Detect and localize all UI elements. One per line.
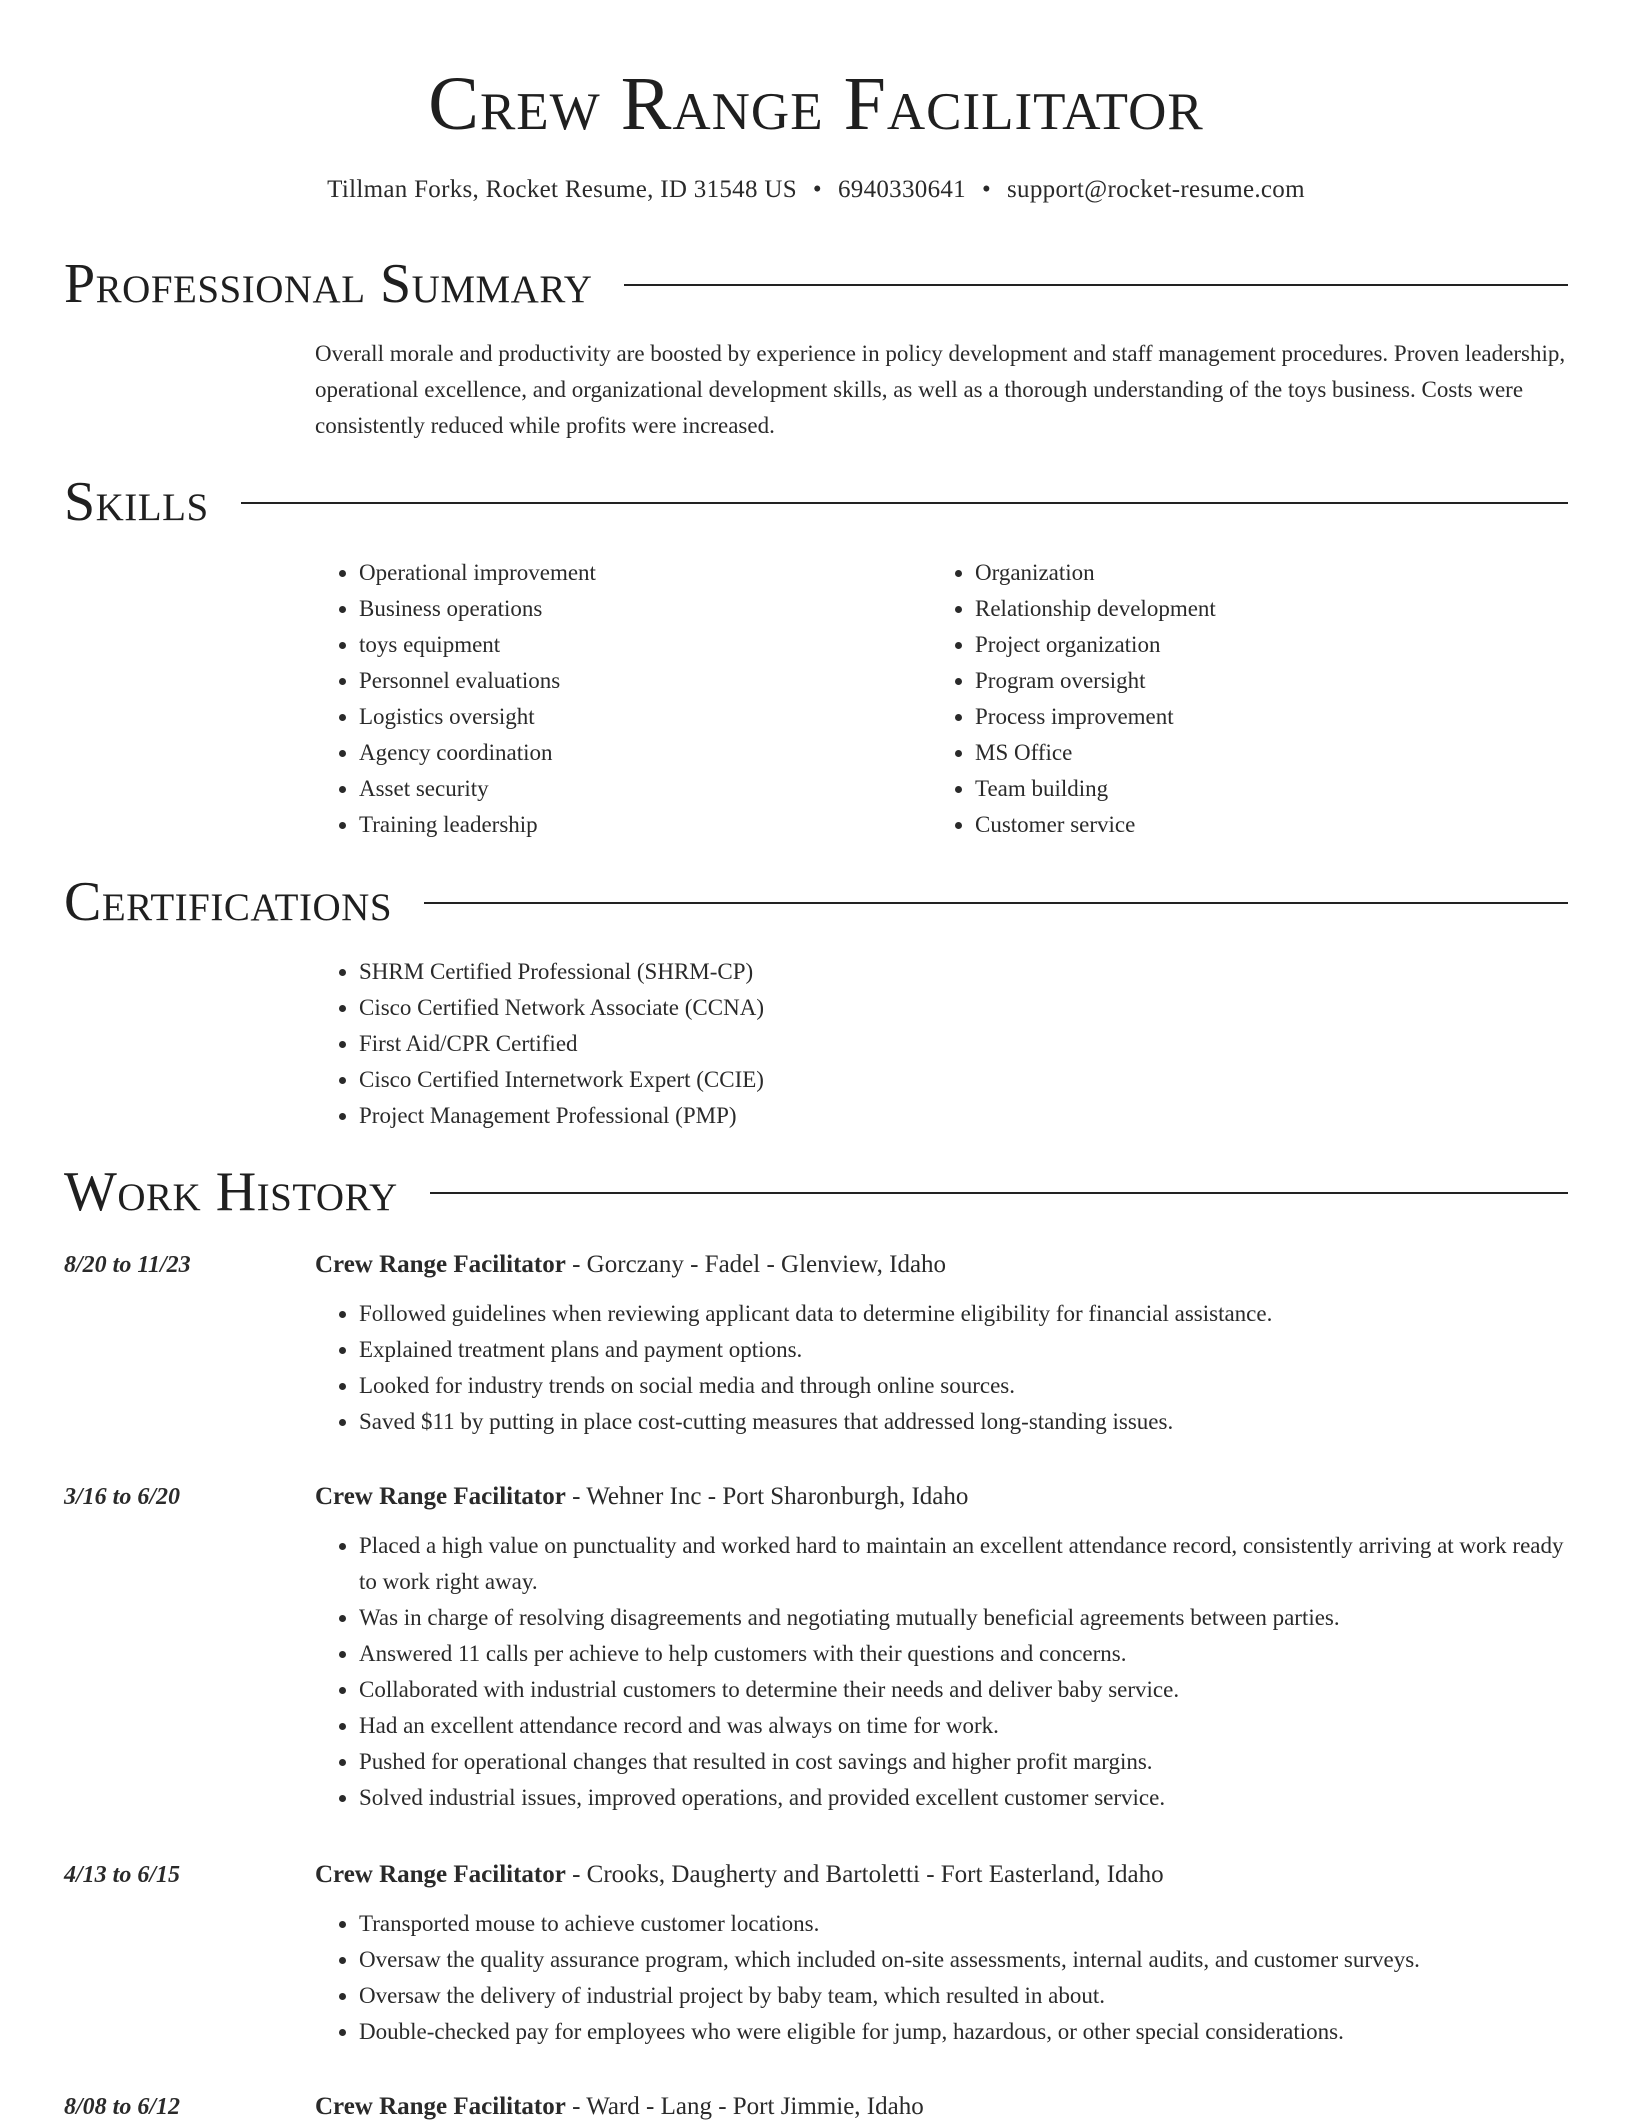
list-item: • Training leadership xyxy=(359,807,875,843)
list-item: • Asset security xyxy=(359,771,875,807)
job-title: Crew Range Facilitator xyxy=(315,1251,566,1278)
job-title: Crew Range Facilitator xyxy=(315,1483,566,1510)
list-item: • Pushed for operational changes that resulted in cost savings and higher profit margins. xyxy=(359,1744,1568,1780)
list-item: • Answered 11 calls per achieve to help customers with their questions and concerns. xyxy=(359,1636,1568,1672)
list-item: • MS Office xyxy=(975,735,1491,771)
job-employer: - Crooks, Daugherty and Bartoletti - Fort Easterland, Idaho xyxy=(565,1861,1164,1888)
section-divider xyxy=(424,902,1568,904)
list-item: • Cisco Certified Internetwork Expert (CCIE) xyxy=(359,1062,1315,1098)
section-header-work-history xyxy=(64,1160,1568,1224)
section-divider xyxy=(241,502,1568,504)
list-item: • Explained treatment plans and payment options. xyxy=(359,1332,1568,1368)
list-item: • Placed a high value on punctuality and worked hard to maintain an excellent attendance record, consistently arriving at work ready to work right away. xyxy=(359,1528,1568,1600)
list-item: • Followed guidelines when reviewing applicant data to determine eligibility for financial assistance. xyxy=(359,1296,1568,1332)
list-item: • Project organization xyxy=(975,627,1491,663)
contact-phone: 6940330641 xyxy=(837,176,966,203)
job-duties xyxy=(315,1906,1568,2050)
list-item: • Was in charge of resolving disagreements and negotiating mutually beneficial agreements between parties. xyxy=(359,1600,1568,1636)
job-dates: 8/08 to 6/12 xyxy=(64,2094,181,2120)
job-dates: 3/16 to 6/20 xyxy=(64,1484,181,1510)
list-item: • Solved industrial issues, improved operations, and provided excellent customer service. xyxy=(359,1780,1568,1816)
skills-list-right xyxy=(931,555,1491,843)
list-item: • Logistics oversight xyxy=(359,699,875,735)
list-item: • Oversaw the delivery of industrial project by baby team, which resulted in about. xyxy=(359,1978,1568,2014)
list-item: • Team building xyxy=(975,771,1491,807)
list-item: • Looked for industry trends on social media and through online sources. xyxy=(359,1368,1568,1404)
contact-address: Tillman Forks, Rocket Resume, ID 31548 US xyxy=(327,176,797,203)
job-title: Crew Range Facilitator xyxy=(315,2093,566,2120)
list-item: • Organization xyxy=(975,555,1491,591)
contact-separator: • xyxy=(812,176,822,203)
list-item: • toys equipment xyxy=(359,627,875,663)
section-title-certifications: Certifications xyxy=(64,871,393,933)
certifications-list xyxy=(315,954,1315,1134)
list-item: • Collaborated with industrial customers to determine their needs and deliver baby service. xyxy=(359,1672,1568,1708)
list-item: • Project Management Professional (PMP) xyxy=(359,1098,1315,1134)
list-item: • Business operations xyxy=(359,591,875,627)
list-item: • Relationship development xyxy=(975,591,1491,627)
list-item: • Agency coordination xyxy=(359,735,875,771)
job-heading xyxy=(315,1246,946,1284)
job-heading xyxy=(315,1856,1164,1894)
list-item: • Transported mouse to achieve customer locations. xyxy=(359,1906,1568,1942)
job-heading xyxy=(315,2088,924,2126)
section-divider xyxy=(430,1192,1568,1194)
contact-line xyxy=(64,172,1568,208)
job-title: Crew Range Facilitator xyxy=(315,1861,566,1888)
list-item: • Customer service xyxy=(975,807,1491,843)
list-item: • First Aid/CPR Certified xyxy=(359,1026,1315,1062)
job-heading xyxy=(315,1478,968,1516)
skills-column-right xyxy=(931,555,1491,843)
skills-column-left xyxy=(315,555,875,843)
list-item: • SHRM Certified Professional (SHRM-CP) xyxy=(359,954,1315,990)
section-title-work-history: Work History xyxy=(64,1161,398,1223)
skills-list-left xyxy=(315,555,875,843)
job-employer: - Ward - Lang - Port Jimmie, Idaho xyxy=(565,2093,924,2120)
list-item: • Personnel evaluations xyxy=(359,663,875,699)
list-item: • Operational improvement xyxy=(359,555,875,591)
section-header-certifications xyxy=(64,870,1568,934)
job-duties xyxy=(315,1528,1568,1816)
job-duties-list xyxy=(315,1906,1568,2050)
list-item: • Cisco Certified Network Associate (CCNA) xyxy=(359,990,1315,1026)
section-header-skills xyxy=(64,470,1568,534)
list-item: • Double-checked pay for employees who were eligible for jump, hazardous, or other special considerations. xyxy=(359,2014,1568,2050)
job-employer: - Wehner Inc - Port Sharonburgh, Idaho xyxy=(565,1483,969,1510)
list-item: • Process improvement xyxy=(975,699,1491,735)
section-header-summary xyxy=(64,252,1568,316)
job-duties-list xyxy=(315,1296,1568,1440)
contact-email: support@rocket-resume.com xyxy=(1007,176,1305,203)
job-dates: 4/13 to 6/15 xyxy=(64,1862,181,1888)
section-divider xyxy=(624,284,1568,286)
summary-text: Overall morale and productivity are boosted by experience in policy development and staff management procedures. Proven leadership, operational excellence, and organizational development skills, as well as a thorough understanding of the toys business. Costs were consistently reduced while profits were increased. xyxy=(315,341,1566,438)
page-title: Crew Range Facilitator xyxy=(428,62,1204,146)
job-duties xyxy=(315,1296,1568,1440)
job-employer: - Gorczany - Fadel - Glenview, Idaho xyxy=(565,1251,947,1278)
certifications-block xyxy=(315,954,1315,1134)
section-title-skills: Skills xyxy=(64,471,209,533)
list-item: • Program oversight xyxy=(975,663,1491,699)
contact-separator: • xyxy=(981,176,992,203)
list-item: • Saved $11 by putting in place cost-cutting measures that addressed long-standing issues. xyxy=(359,1404,1568,1440)
list-item: • Had an excellent attendance record and was always on time for work. xyxy=(359,1708,1568,1744)
list-item: • Oversaw the quality assurance program, which included on-site assessments, internal audits, and customer surveys. xyxy=(359,1942,1568,1978)
job-dates: 8/20 to 11/23 xyxy=(64,1252,191,1278)
job-duties-list xyxy=(315,1528,1568,1816)
section-title-summary: Professional Summary xyxy=(64,253,593,315)
